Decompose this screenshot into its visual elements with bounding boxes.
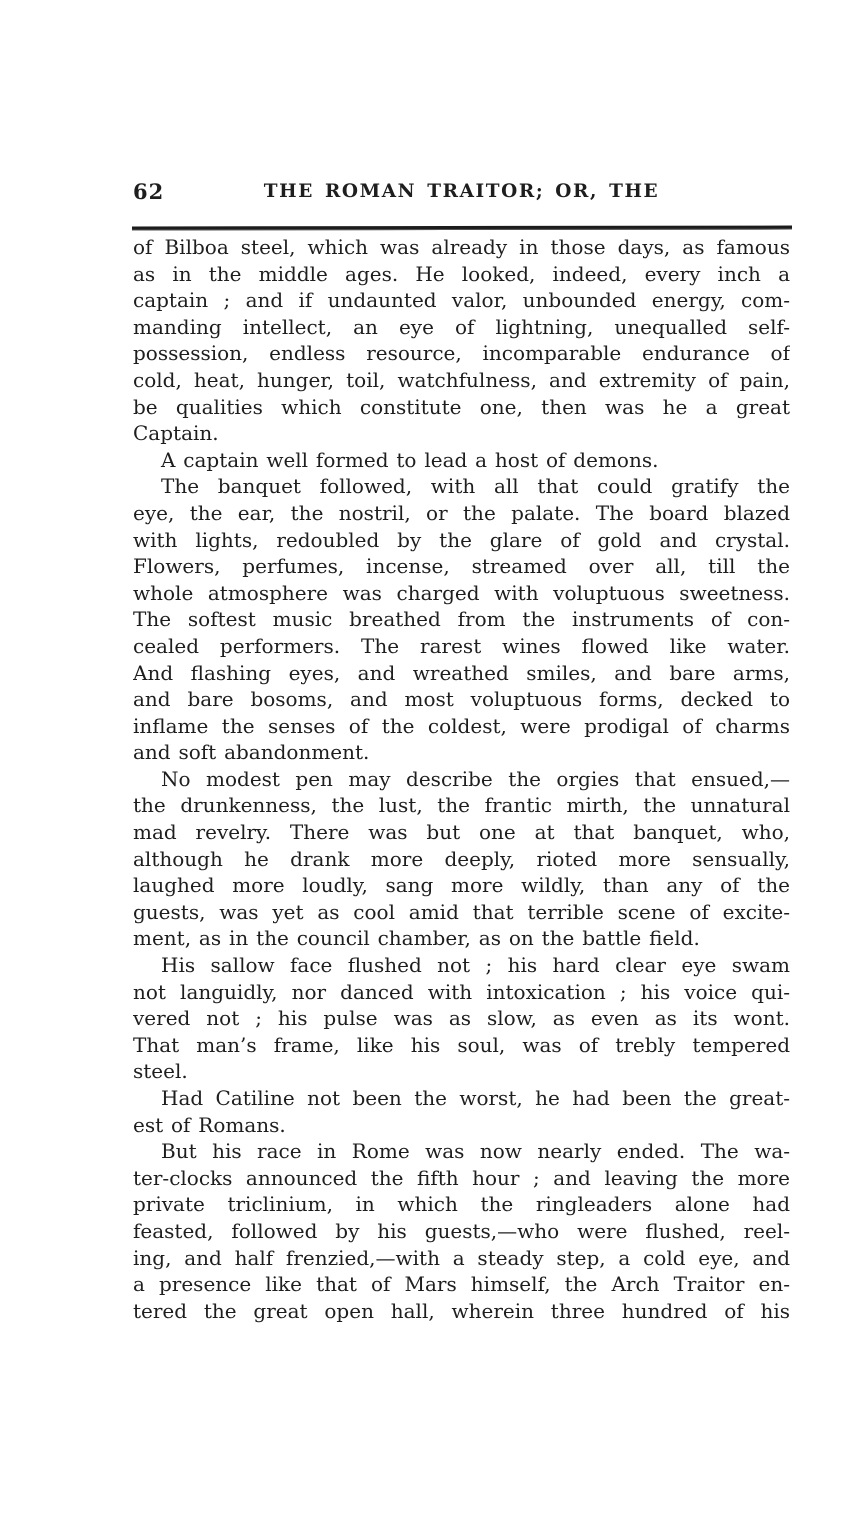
text-line: not languidly, nor danced with intoxication ; his voice qui- [133, 979, 790, 1004]
header-rule [132, 226, 792, 231]
text-line: His sallow face flushed not ; his hard clear eye swam [161, 953, 790, 978]
text-line: laughed more loudly, sang more wildly, than any of the [133, 873, 790, 898]
text-line: although he drank more deeply, rioted more sensually, [133, 846, 790, 871]
text-line: eye, the ear, the nostril, or the palate. The board blazed [133, 500, 790, 525]
running-title: THE ROMAN TRAITOR; OR, THE [263, 181, 660, 202]
text-line: tered the great open hall, wherein three hundred of his [133, 1298, 790, 1323]
text-line: The banquet followed, with all that could gratify the [161, 474, 790, 499]
text-line: ing, and half frenzied,—with a steady step, a cold eye, and [133, 1245, 790, 1270]
text-line: the drunkenness, the lust, the frantic mirth, the unnatural [133, 793, 790, 818]
text-line: cold, heat, hunger, toil, watchfulness, and extremity of pain, [133, 367, 790, 392]
text-line: Had Catiline not been the worst, he had been the great- [161, 1086, 790, 1110]
text-line: But his race in Rome was now nearly ended. The wa- [161, 1139, 790, 1164]
text-line: and soft abandonment. [133, 740, 370, 765]
text-line: cealed performers. The rarest wines flowed like water. [133, 633, 790, 658]
text-line: steel. [133, 1059, 188, 1084]
text-line: possession, endless resource, incomparable endurance of [133, 341, 790, 366]
text-line: be qualities which constitute one, then was he a great [133, 394, 790, 419]
text-line: feasted, followed by his guests,—who were flushed, reel- [133, 1218, 790, 1243]
text-line: The softest music breathed from the instruments of con- [133, 607, 790, 632]
text-line: whole atmosphere was charged with voluptuous sweetness. [133, 580, 790, 605]
text-line: A captain well formed to lead a host of demons. [161, 447, 659, 472]
page-text [133, 234, 790, 1324]
text-line: No modest pen may describe the orgies that ensued,— [161, 766, 790, 791]
text-line: mad revelry. There was but one at that banquet, who, [133, 820, 790, 845]
text-line: as in the middle ages. He looked, indeed, every inch a [133, 261, 790, 286]
text-line: est of Romans. [133, 1112, 286, 1137]
text-line: ment, as in the council chamber, as on the battle field. [133, 926, 700, 951]
text-line: private triclinium, in which the ringleaders alone had [133, 1192, 790, 1217]
text-line: Flowers, perfumes, incense, streamed over all, till the [133, 554, 790, 579]
text-line: a presence like that of Mars himself, the Arch Traitor en- [133, 1272, 790, 1297]
text-line: guests, was yet as cool amid that terrible scene of excite- [133, 899, 790, 924]
text-line: of Bilboa steel, which was already in those days, as famous [133, 235, 790, 259]
page-number: 62 [133, 179, 165, 204]
text-line: inflame the senses of the coldest, were prodigal of charms [133, 713, 790, 738]
text-line: And flashing eyes, and wreathed smiles, and bare arms, [133, 660, 790, 685]
text-line: with lights, redoubled by the glare of gold and crystal. [133, 527, 790, 552]
text-line: and bare bosoms, and most voluptuous forms, decked to [133, 687, 790, 712]
text-line: vered not ; his pulse was as slow, as even as its wont. [133, 1006, 790, 1031]
text-line: Captain. [133, 421, 219, 446]
text-line: manding intellect, an eye of lightning, unequalled self- [133, 314, 790, 339]
text-line: That man’s frame, like his soul, was of trebly tempered [133, 1032, 790, 1057]
page-header [133, 179, 790, 204]
text-line: ter-clocks announced the fifth hour ; and leaving the more [133, 1165, 790, 1190]
text-line: captain ; and if undaunted valor, unbounded energy, com- [133, 288, 790, 313]
